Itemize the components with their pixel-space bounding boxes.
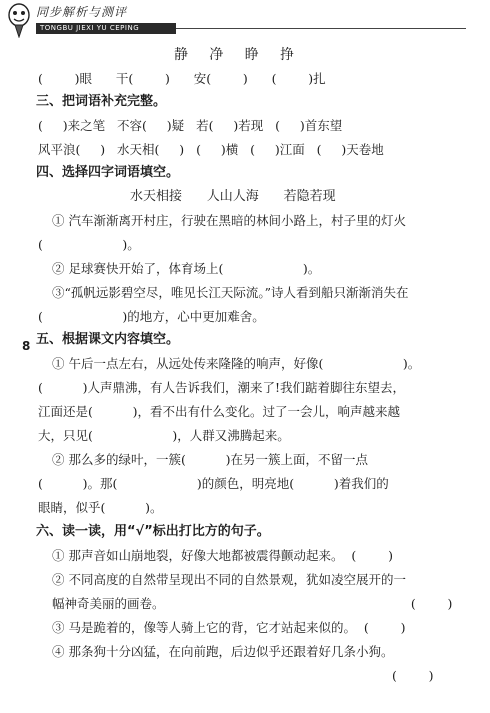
section-heading: 六、读一读，用“√”标出打比方的句子。 — [36, 524, 270, 539]
fill-blank-row: 风平浪( ) 水天相( ) ( )横 ( )江面 ( )天卷地 — [38, 142, 384, 157]
sentence-item: 幅神奇美丽的画卷。 ( ) — [52, 596, 453, 611]
sentence-item: ① 那声音如山崩地裂，好像大地都被震得颤动起来。 ( ) — [52, 548, 393, 563]
pencil-mascot-icon — [4, 2, 34, 38]
sentence-item: ② 不同高度的自然带呈现出不同的自然景观，犹如凌空展开的一 — [52, 572, 406, 587]
sentence-item: ④ 那条狗十分凶猛，在向前跑，后边似乎还跟着好几条小狗。 — [52, 644, 394, 659]
section-heading: 三、把词语补充完整。 — [36, 94, 167, 109]
header-title: 同步解析与测评 — [36, 5, 128, 19]
text-line: ( )人声鼎沸，有人告诉我们，潮来了!我们踮着脚往东望去， — [38, 380, 406, 395]
page-header — [0, 0, 490, 40]
text-line: ( )。那( )的颜色，明亮地( )着我们的 — [38, 476, 389, 491]
text-line: 大，只见( )，人群又沸腾起来。 — [38, 428, 290, 443]
page-number: 8 — [22, 339, 31, 353]
header-divider — [176, 28, 466, 29]
word-list: 静 净 睁 挣 — [174, 47, 297, 63]
question-line: ① 汽车渐渐离开村庄，行驶在黑暗的林间小路上，村子里的灯火 — [52, 213, 406, 228]
question-line: ③“孤帆远影碧空尽，唯见长江天际流。”诗人看到船只渐渐消失在 — [52, 285, 409, 300]
fill-blank-row: ( )来之笔 不容( )疑 若( )若现 ( )首东望 — [38, 118, 343, 133]
question-line: ② 足球赛快开始了，体育场上( )。 — [52, 261, 321, 276]
text-line: 江面还是( )，看不出有什么变化。过了一会儿，响声越来越 — [38, 404, 400, 419]
section-heading: 五、根据课文内容填空。 — [36, 332, 180, 347]
text-line: ① 午后一点左右，从远处传来隆隆的响声，好像( )。 — [52, 356, 421, 371]
fill-blank-row: ( )眼 干( ) 安( ) ( )扎 — [38, 71, 326, 86]
question-line: ( )的地方，心中更加难舍。 — [38, 309, 265, 324]
text-line: 眼睛，似乎( )。 — [38, 500, 163, 515]
text-line: ② 那么多的绿叶，一簇( )在另一簇上面，不留一点 — [52, 452, 368, 467]
answer-bracket: ( ) — [392, 668, 434, 683]
header-subtitle: TONGBU JIEXI YU CEPING — [36, 23, 176, 34]
word-options: 水天相接 人山人海 若隐若现 — [130, 189, 336, 204]
sentence-item: ③ 马是跪着的，像等人骑上它的背，它才站起来似的。 ( ) — [52, 620, 406, 635]
section-heading: 四、选择四字词语填空。 — [36, 165, 180, 180]
question-line: ( )。 — [38, 237, 140, 252]
